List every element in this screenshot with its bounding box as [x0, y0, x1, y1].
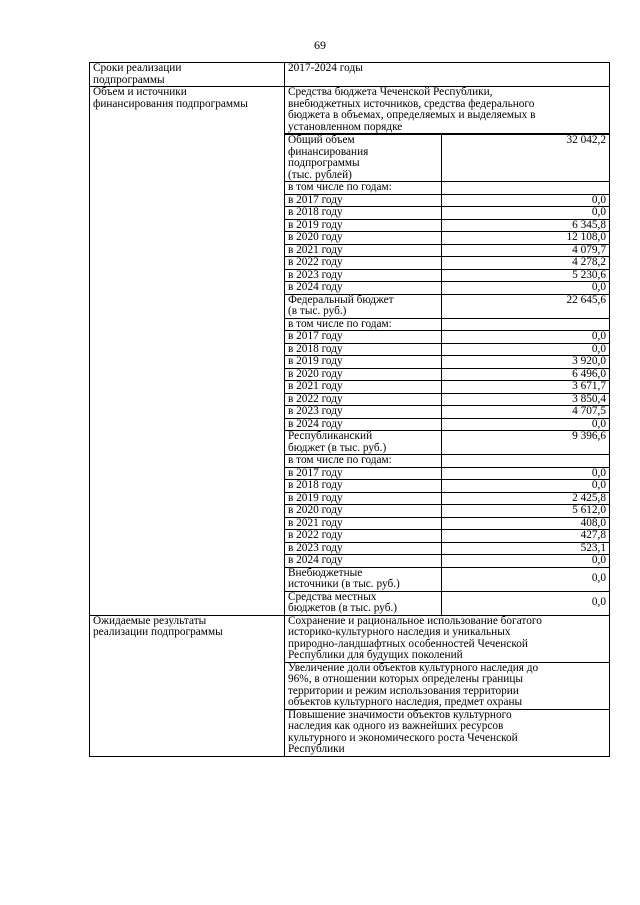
- funding-breakdown-row: [285, 555, 609, 568]
- funding-item-label: в 2022 году: [285, 257, 442, 270]
- funding-item-label: в 2023 году: [285, 542, 442, 555]
- funding-breakdown-row: [285, 182, 609, 195]
- funding-item-value: 32 042,2: [442, 135, 610, 182]
- funding-breakdown-row: [285, 135, 609, 182]
- funding-item-value: 0,0: [442, 567, 610, 591]
- funding-item-label: Общий объем финансирования подпрограммы (тыс. рублей): [285, 135, 442, 182]
- funding-breakdown-row: [285, 294, 609, 318]
- funding-row: [89, 87, 610, 616]
- funding-item-value: 4 707,5: [442, 406, 610, 419]
- funding-item-value: 3 920,0: [442, 356, 610, 369]
- funding-breakdown-row: [285, 244, 609, 257]
- funding-item-label: в 2023 году: [285, 269, 442, 282]
- funding-breakdown-row: [285, 331, 609, 344]
- funding-item-value: 0,0: [442, 467, 610, 480]
- funding-breakdown-row: [285, 393, 609, 406]
- funding-item-label: Средства местных бюджетов (в тыс. руб.): [285, 591, 442, 615]
- funding-item-value: [442, 455, 610, 468]
- funding-breakdown-row: [285, 207, 609, 220]
- funding-item-label: в 2020 году: [285, 368, 442, 381]
- funding-item-label: в том числе по годам:: [285, 455, 442, 468]
- funding-item-label: в 2022 году: [285, 530, 442, 543]
- funding-item-value: 12 108,0: [442, 232, 610, 245]
- funding-item-value: 0,0: [442, 331, 610, 344]
- funding-item-value: 0,0: [442, 282, 610, 295]
- funding-item-label: в 2020 году: [285, 232, 442, 245]
- funding-breakdown-row: [285, 431, 609, 455]
- funding-item-value: 0,0: [442, 207, 610, 220]
- funding-item-value: 0,0: [442, 418, 610, 431]
- funding-item-label: в 2019 году: [285, 219, 442, 232]
- funding-content: [285, 87, 609, 615]
- funding-item-label: Внебюджетные источники (в тыс. руб.): [285, 567, 442, 591]
- results-row: [89, 616, 610, 757]
- funding-breakdown-row: [285, 542, 609, 555]
- funding-breakdown-row: [285, 257, 609, 270]
- period-label: Сроки реализации подпрограммы: [90, 63, 285, 86]
- funding-breakdown-row: [285, 368, 609, 381]
- funding-item-label: Федеральный бюджет (в тыс. руб.): [285, 294, 442, 318]
- funding-item-label: в 2024 году: [285, 418, 442, 431]
- funding-breakdown-row: [285, 282, 609, 295]
- funding-item-value: [442, 182, 610, 195]
- funding-item-value: 408,0: [442, 517, 610, 530]
- funding-item-label: в том числе по годам:: [285, 182, 442, 195]
- funding-breakdown-row: [285, 467, 609, 480]
- funding-item-label: в 2022 году: [285, 393, 442, 406]
- funding-item-label: в 2021 году: [285, 381, 442, 394]
- funding-breakdown-row: [285, 318, 609, 331]
- result-item: Повышение значимости объектов культурного наследия как одного из важнейших ресурсов культурного и экономического роста Чеченской Республики: [288, 708, 518, 755]
- funding-item-label: в 2017 году: [285, 331, 442, 344]
- funding-item-value: 5 230,6: [442, 269, 610, 282]
- funding-item-label: в том числе по годам:: [285, 318, 442, 331]
- funding-breakdown-row: [285, 480, 609, 493]
- funding-item-value: 0,0: [442, 591, 610, 615]
- funding-item-label: в 2024 году: [285, 555, 442, 568]
- funding-breakdown-row: [285, 418, 609, 431]
- funding-breakdown-table: [285, 134, 609, 615]
- funding-breakdown-row: [285, 356, 609, 369]
- funding-item-label: в 2019 году: [285, 492, 442, 505]
- subprogram-passport-table: [89, 62, 610, 757]
- funding-item-label: Республиканский бюджет (в тыс. руб.): [285, 431, 442, 455]
- funding-item-value: 6 496,0: [442, 368, 610, 381]
- funding-item-value: 3 850,4: [442, 393, 610, 406]
- funding-item-label: в 2021 году: [285, 517, 442, 530]
- results-label: Ожидаемые результаты реализации подпрограммы: [90, 616, 285, 756]
- funding-breakdown-row: [285, 194, 609, 207]
- funding-item-value: 3 671,7: [442, 381, 610, 394]
- result-item: Увеличение доли объектов культурного наследия до 96%, в отношении которых определены границы территории и режим использования территории объектов культурного наследия, предмет охраны: [285, 663, 609, 710]
- funding-label: Объем и источники финансирования подпрограммы: [90, 87, 285, 615]
- funding-item-value: 0,0: [442, 555, 610, 568]
- funding-breakdown-row: [285, 455, 609, 468]
- funding-item-label: в 2019 году: [285, 356, 442, 369]
- funding-item-label: в 2024 году: [285, 282, 442, 295]
- result-item: Сохранение и рациональное использование богатого историко-культурного наследия и уникальных природно-ландшафтных особенностей Чеченской Республики для будущих поколений: [285, 616, 609, 663]
- funding-item-label: в 2017 году: [285, 467, 442, 480]
- funding-item-value: 523,1: [442, 542, 610, 555]
- funding-breakdown-row: [285, 269, 609, 282]
- funding-item-value: 0,0: [442, 480, 610, 493]
- funding-item-value: 5 612,0: [442, 505, 610, 518]
- funding-item-label: в 2018 году: [285, 480, 442, 493]
- funding-breakdown-row: [285, 517, 609, 530]
- funding-item-label: в 2023 году: [285, 406, 442, 419]
- funding-breakdown-row: [285, 219, 609, 232]
- funding-item-value: 0,0: [442, 343, 610, 356]
- funding-item-label: в 2020 году: [285, 505, 442, 518]
- funding-item-value: 4 278,2: [442, 257, 610, 270]
- funding-breakdown-row: [285, 567, 609, 591]
- funding-item-label: в 2017 году: [285, 194, 442, 207]
- funding-breakdown-row: [285, 530, 609, 543]
- funding-breakdown-row: [285, 343, 609, 356]
- funding-breakdown-row: [285, 492, 609, 505]
- funding-item-value: 4 079,7: [442, 244, 610, 257]
- funding-breakdown-row: [285, 406, 609, 419]
- funding-item-value: 0,0: [442, 194, 610, 207]
- funding-breakdown-row: [285, 591, 609, 615]
- period-row: [89, 62, 610, 87]
- funding-item-label: в 2018 году: [285, 343, 442, 356]
- funding-item-value: 2 425,8: [442, 492, 610, 505]
- funding-item-value: 22 645,6: [442, 294, 610, 318]
- funding-item-label: в 2021 году: [285, 244, 442, 257]
- funding-breakdown-row: [285, 505, 609, 518]
- page-number: 69: [314, 38, 326, 52]
- funding-breakdown-row: [285, 232, 609, 245]
- funding-item-label: в 2018 году: [285, 207, 442, 220]
- funding-sources: Средства бюджета Чеченской Республики, внебюджетных источников, средства федерального бюджета в объемах, определяемых и выделяемых в установленном порядке: [285, 87, 609, 134]
- funding-breakdown-row: [285, 381, 609, 394]
- funding-item-value: 9 396,6: [442, 431, 610, 455]
- period-value: 2017-2024 годы: [288, 62, 363, 74]
- funding-item-value: 427,8: [442, 530, 610, 543]
- results-list: [285, 616, 609, 756]
- funding-item-value: [442, 318, 610, 331]
- funding-item-value: 6 345,8: [442, 219, 610, 232]
